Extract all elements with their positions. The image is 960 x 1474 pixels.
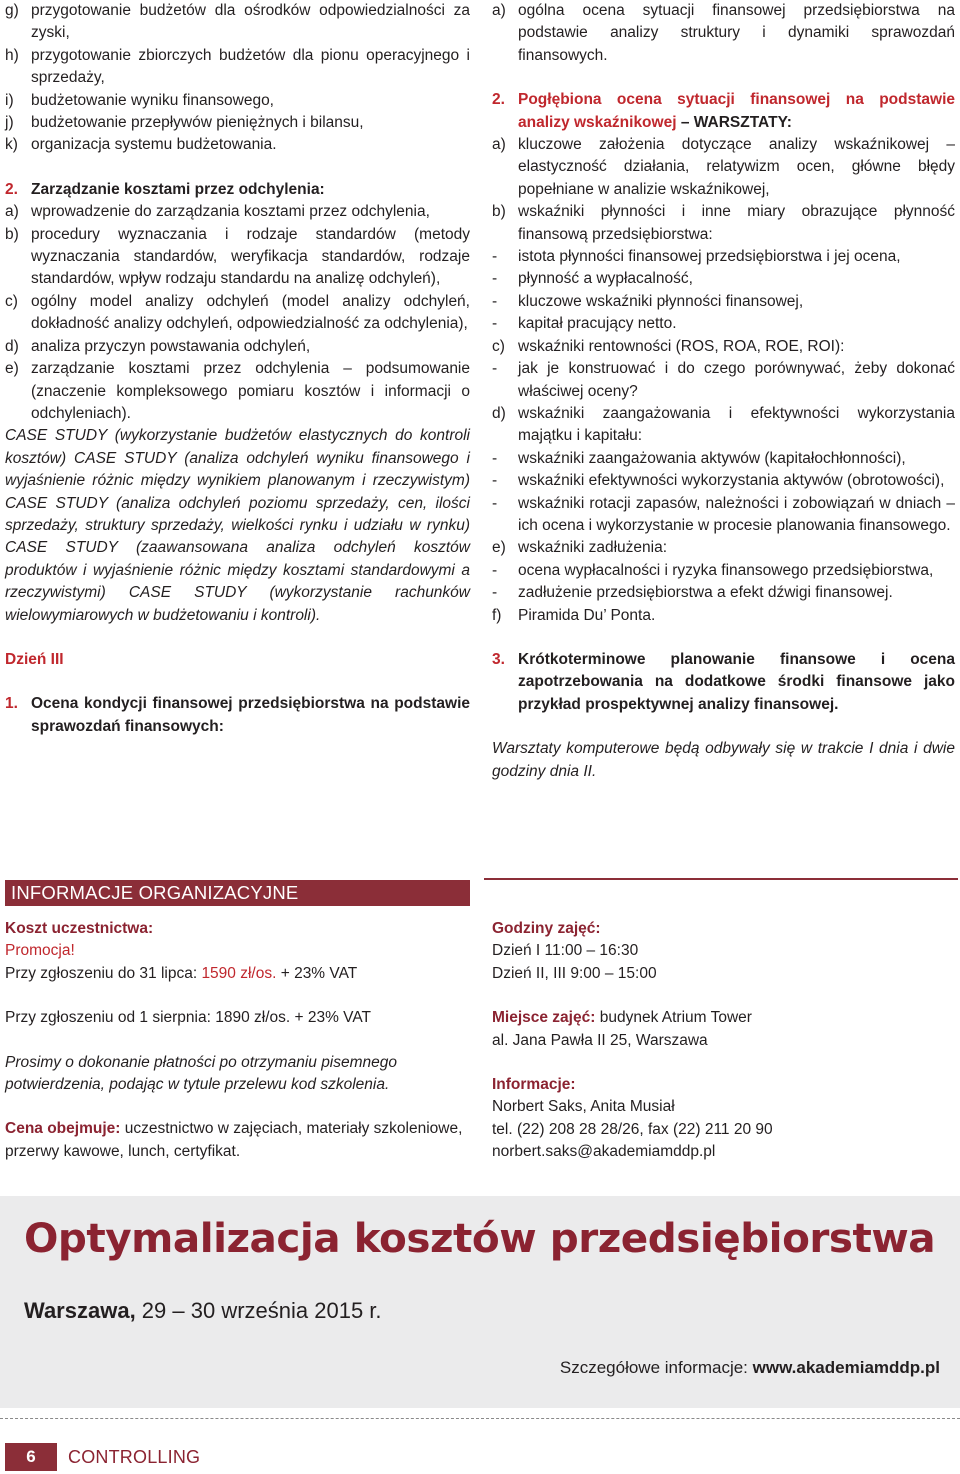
details-link: Szczegółowe informacje: www.akademiamddp.pl (559, 1358, 940, 1377)
list-item: c) ogólny model analizy odchyleń (model analizy odchyleń, dokładność analizy odchyleń, odpowiedzialność za odchylenia), (5, 292, 470, 333)
list-item: k) organizacja systemu budżetowania. (5, 136, 277, 154)
list-item: - zadłużenie przedsiębiorstwa a efekt dźwigi finansowej. (492, 584, 893, 602)
venue-address: al. Jana Pawła II 25, Warszawa (492, 1031, 708, 1049)
info-left (5, 918, 470, 1163)
list-item: - kluczowe wskaźniki płynności finansowej, (492, 292, 804, 310)
list-item: - wskaźniki zaangażowania aktywów (kapitałochłonności), (492, 449, 906, 467)
hours-day23: Dzień II, III 9:00 – 15:00 (492, 964, 657, 982)
contact-heading: Informacje: (492, 1076, 576, 1094)
list-item: b) wskaźniki płynności i inne miary obrazujące płynność finansową przedsiębiorstwa: (492, 203, 955, 243)
ratio-items-list (492, 134, 955, 627)
list-item: d) analiza przyczyn powstawania odchyleń, (5, 337, 311, 355)
list-item: a) wprowadzenie do zarządzania kosztami przez odchylenia, (5, 203, 430, 221)
variance-items-list (5, 201, 470, 425)
course-title: Optymalizacja kosztów przedsiębiorstwa (24, 1214, 936, 1262)
info-banner: INFORMACJE ORGANIZACYJNE (5, 880, 470, 906)
right-column (492, 0, 955, 783)
list-item: c) wskaźniki rentowności (ROS, ROA, ROE, ROI): (492, 337, 845, 355)
list-item: f) Piramida Du’ Ponta. (492, 606, 656, 624)
promo-label: Promocja! (5, 942, 75, 960)
list-item: - istota płynności finansowej przedsiębiorstwa i jej ocena, (492, 248, 901, 266)
contact-phone: tel. (22) 208 28 28/26, fax (22) 211 20 90 (492, 1120, 773, 1138)
budget-items-list (5, 0, 470, 157)
contact-email[interactable]: norbert.saks@akademiamddp.pl (492, 1143, 716, 1161)
section-heading: 1. Ocena kondycji finansowej przedsiębiorstwa na podstawie sprawozdań finansowych: (5, 695, 470, 735)
section-heading: 2. Pogłębiona ocena sytuacji finansowej na podstawie analizy wskaźnikowej – WARSZTATY: (492, 91, 955, 131)
case-study-text: CASE STUDY (wykorzystanie budżetów elastycznych do kontroli kosztów) CASE STUDY (analiza odchyleń wyniku finansowego i wyjaśnienie różnic między wynikiem planowanym i rzeczywistym) CASE STUDY (analiza odchyleń poziomu sprzedaży, cen, ilości sprzedaży, struktury sprzedaży, wielkości rynku i udziału w rynku) CASE STUDY (zaawansowana analiza odchyleń kosztów produktów i wyjaśnienie różnic między kosztami standardowymi a rzeczywistymi) CASE STUDY (wykorzystanie rachunków wielowymiarowych w budżetowaniu i kontroli). (5, 427, 470, 624)
contact-names: Norbert Saks, Anita Musiał (492, 1098, 675, 1116)
website-link[interactable]: www.akademiamddp.pl (752, 1358, 940, 1377)
workshop-note: Warsztaty komputerowe będą odbywały się w trakcie I dnia i dwie godziny dnia II. (492, 740, 955, 780)
list-item: j) budżetowanie przepływów pieniężnych i bilansu, (5, 114, 364, 132)
price-includes: Cena obejmuje: uczestnictwo w zajęciach, materiały szkoleniowe, przerwy kawowe, lunch, certyfikat. (5, 1120, 463, 1160)
list-item: d) wskaźniki zaangażowania i efektywności wykorzystania majątku i kapitału: (492, 404, 955, 445)
list-item: - wskaźniki rotacji zapasów, należności i zobowiązań w dniach – ich ocena i wykorzystanie w procesie planowania finansowego. (492, 494, 955, 534)
page-number: 6 (5, 1443, 57, 1471)
list-item: e) wskaźniki zadłużenia: (492, 539, 668, 557)
venue: Miejsce zajęć: budynek Atrium Tower (492, 1009, 752, 1027)
list-item: - płynność a wypłacalność, (492, 270, 693, 288)
day-heading: Dzień III (5, 650, 64, 668)
price-late: Przy zgłoszeniu od 1 sierpnia: 1890 zł/os. + 23% VAT (5, 1009, 372, 1027)
list-item: a) kluczowe założenia dotyczące analizy wskaźnikowej – elastyczność działania, relatywizm ocen, główne błędy popełniane w analizie wskaźnikowej, (492, 136, 955, 198)
course-summary-panel (0, 1196, 960, 1408)
list-item: e) zarządzanie kosztami przez odchylenia – podsumowanie (znaczenie kompleksowego pomiaru kosztów i informacji o odchyleniach). (5, 360, 470, 422)
list-item: i) budżetowanie wyniku finansowego, (5, 91, 274, 109)
footer-divider (0, 1418, 960, 1419)
list-item: a) ogólna ocena sytuacji finansowej przedsiębiorstwa na podstawie analizy struktury i dynamiki sprawozdań finansowych. (492, 2, 955, 64)
cost-heading: Koszt uczestnictwa: (5, 920, 154, 937)
section-heading: 3. Krótkoterminowe planowanie finansowe i ocena zapotrzebowania na dodatkowe środki finansowe jako przykład prospektywnej analizy finansowej. (492, 650, 955, 713)
info-right (492, 918, 955, 1164)
hours-heading: Godziny zajęć: (492, 920, 601, 937)
list-item: b) procedury wyznaczania i rodzaje standardów (metody wyznaczania standardów, weryfikacja standardów, rodzaje standardów, wpływ rodzaju standardu na analizę odchyleń), (5, 225, 470, 288)
course-date: Warszawa, 29 – 30 września 2015 r. (24, 1298, 382, 1323)
list-item: - ocena wypłacalności i ryzyka finansowego przedsiębiorstwa, (492, 561, 934, 579)
list-item: g) przygotowanie budżetów dla ośrodków odpowiedzialności za zyski, (5, 2, 470, 42)
divider (484, 878, 958, 880)
list-item: - kapitał pracujący netto. (492, 315, 677, 333)
left-column (5, 0, 470, 738)
list-item: h) przygotowanie zbiorczych budżetów dla pionu operacyjnego i sprzedaży, (5, 46, 470, 87)
section-label: CONTROLLING (68, 1447, 201, 1467)
hours-day1: Dzień I 11:00 – 16:30 (492, 942, 639, 960)
payment-note: Prosimy o dokonanie płatności po otrzymaniu pisemnego potwierdzenia, podając w tytule przelewu kod szkolenia. (5, 1053, 398, 1094)
section-heading: 2. Zarządzanie kosztami przez odchylenia: (5, 180, 325, 198)
price-early: Przy zgłoszeniu do 31 lipca: 1590 zł/os. + 23% VAT (5, 964, 358, 982)
list-item: - jak je konstruować i do czego porównywać, żeby dokonać właściwej oceny? (492, 360, 955, 400)
list-item: - wskaźniki efektywności wykorzystania aktywów (obrotowości), (492, 472, 945, 490)
